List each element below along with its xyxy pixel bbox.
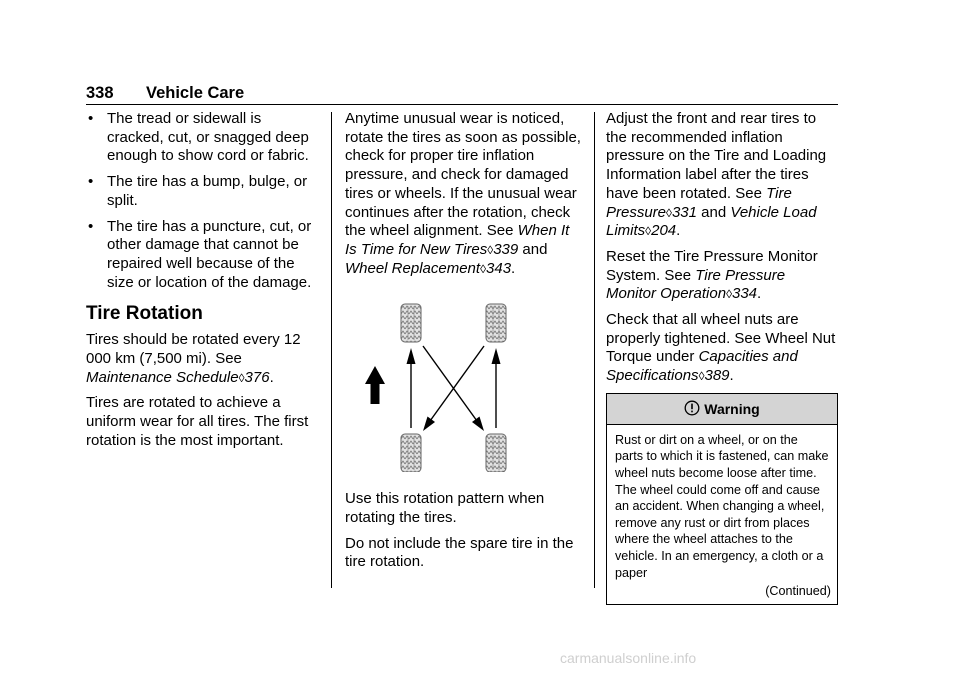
page-reference[interactable]: 343 bbox=[486, 259, 512, 277]
section-title: Vehicle Care bbox=[146, 84, 245, 102]
paragraph: Adjust the front and rear tires to the recommended inflation pressure on the Tire and Loading Information label after the tires have been rotated. See Tire Pressure◊331 and Vehicle Load Limits◊204. bbox=[606, 110, 827, 240]
paragraph: Reset the Tire Pressure Monitor System. See Tire Pressure Monitor Operation◊334. bbox=[606, 247, 818, 303]
page-reference[interactable]: 339 bbox=[493, 240, 519, 258]
arrow-up-icon bbox=[407, 348, 416, 428]
column-left bbox=[86, 110, 321, 458]
warning-box bbox=[606, 393, 838, 605]
continued-label: (Continued) bbox=[765, 584, 831, 599]
bullet-icon: • bbox=[88, 173, 94, 191]
tire-rotation-diagram bbox=[345, 300, 585, 472]
cross-reference-link[interactable]: Vehicle Load Limits bbox=[606, 203, 817, 240]
column-middle bbox=[345, 110, 585, 579]
page-ref-icon: ◊ bbox=[487, 242, 494, 257]
list-item: • The tire has a bump, bulge, or split. bbox=[88, 173, 308, 209]
section-heading: Tire Rotation bbox=[86, 303, 203, 325]
forward-direction-icon bbox=[365, 366, 385, 404]
page-header bbox=[86, 82, 838, 105]
page-reference[interactable]: 389 bbox=[704, 367, 730, 385]
page-ref-icon: ◊ bbox=[480, 261, 487, 276]
tire-icon bbox=[486, 304, 506, 342]
cross-reference-link[interactable]: Tire Pressure Monitor Operation bbox=[606, 266, 786, 303]
cross-reference-link[interactable]: When It Is Time for New Tires bbox=[345, 222, 570, 258]
list-item: • The tire has a puncture, cut, or other damage that cannot be repaired well because of the size or location of the damage. bbox=[88, 217, 312, 291]
bullet-icon: • bbox=[88, 217, 94, 235]
paragraph: Check that all wheel nuts are properly tightened. See Wheel Nut Torque under Capacities and Specifications◊389. bbox=[606, 311, 836, 385]
watermark: carmanualsonline.info bbox=[560, 650, 697, 666]
cross-reference-link[interactable]: Capacities and Specifications bbox=[606, 348, 798, 385]
cross-reference-link[interactable]: Maintenance Schedule bbox=[86, 368, 239, 386]
paragraph: Tires should be rotated every 12 000 km (7,500 mi). See Maintenance Schedule◊376. bbox=[86, 331, 301, 386]
paragraph: Do not include the spare tire in the tire rotation. bbox=[345, 534, 574, 571]
paragraph: Anytime unusual wear is noticed, rotate the tires as soon as possible, check for proper tire inflation pressure, and check for damaged tires or wheels. If the unusual wear continues after the rotation, check the wheel alignment. See When It Is Time for New Tires◊339 and Wheel Replacement◊343. bbox=[345, 110, 581, 277]
page-ref-icon: ◊ bbox=[238, 370, 245, 385]
warning-icon bbox=[684, 400, 700, 416]
arrow-up-icon bbox=[492, 348, 501, 428]
warning-text: Rust or dirt on a wheel, or on the parts to which it is fastened, can make wheel nuts become loose after time. The wheel could come off and cause an accident. When changing a wheel, remove any rust or dirt from places where the wheel attaches to the vehicle. In an emergency, a cloth or a paper bbox=[615, 432, 829, 580]
paragraph: Tires are rotated to achieve a uniform wear for all tires. The first rotation is the most important. bbox=[86, 394, 309, 449]
cross-reference-link[interactable]: Tire Pressure bbox=[606, 184, 792, 221]
column-right bbox=[606, 110, 838, 605]
bullet-icon: • bbox=[88, 110, 94, 127]
tire-icon bbox=[401, 434, 421, 472]
page-ref-icon: ◊ bbox=[666, 205, 672, 220]
tire-icon bbox=[486, 434, 506, 472]
warning-title: Warning bbox=[704, 400, 760, 417]
page-reference[interactable]: 334 bbox=[732, 285, 758, 303]
page-reference[interactable]: 204 bbox=[651, 222, 677, 240]
page-reference[interactable]: 376 bbox=[244, 368, 270, 386]
warning-header bbox=[607, 394, 837, 425]
page-number: 338 bbox=[86, 84, 114, 102]
paragraph: Use this rotation pattern when rotating the tires. bbox=[345, 490, 545, 527]
column-divider bbox=[594, 112, 595, 588]
page-ref-icon: ◊ bbox=[698, 369, 705, 384]
column-divider bbox=[331, 112, 332, 588]
page-ref-icon: ◊ bbox=[726, 287, 732, 302]
cross-reference-link[interactable]: Wheel Replacement bbox=[345, 259, 481, 277]
page-reference[interactable]: 331 bbox=[671, 203, 697, 221]
tire-icon bbox=[401, 304, 421, 342]
page-ref-icon: ◊ bbox=[645, 224, 652, 239]
list-item: • The tread or sidewall is cracked, cut, or snagged deep enough to show cord or fabric. bbox=[88, 110, 309, 165]
